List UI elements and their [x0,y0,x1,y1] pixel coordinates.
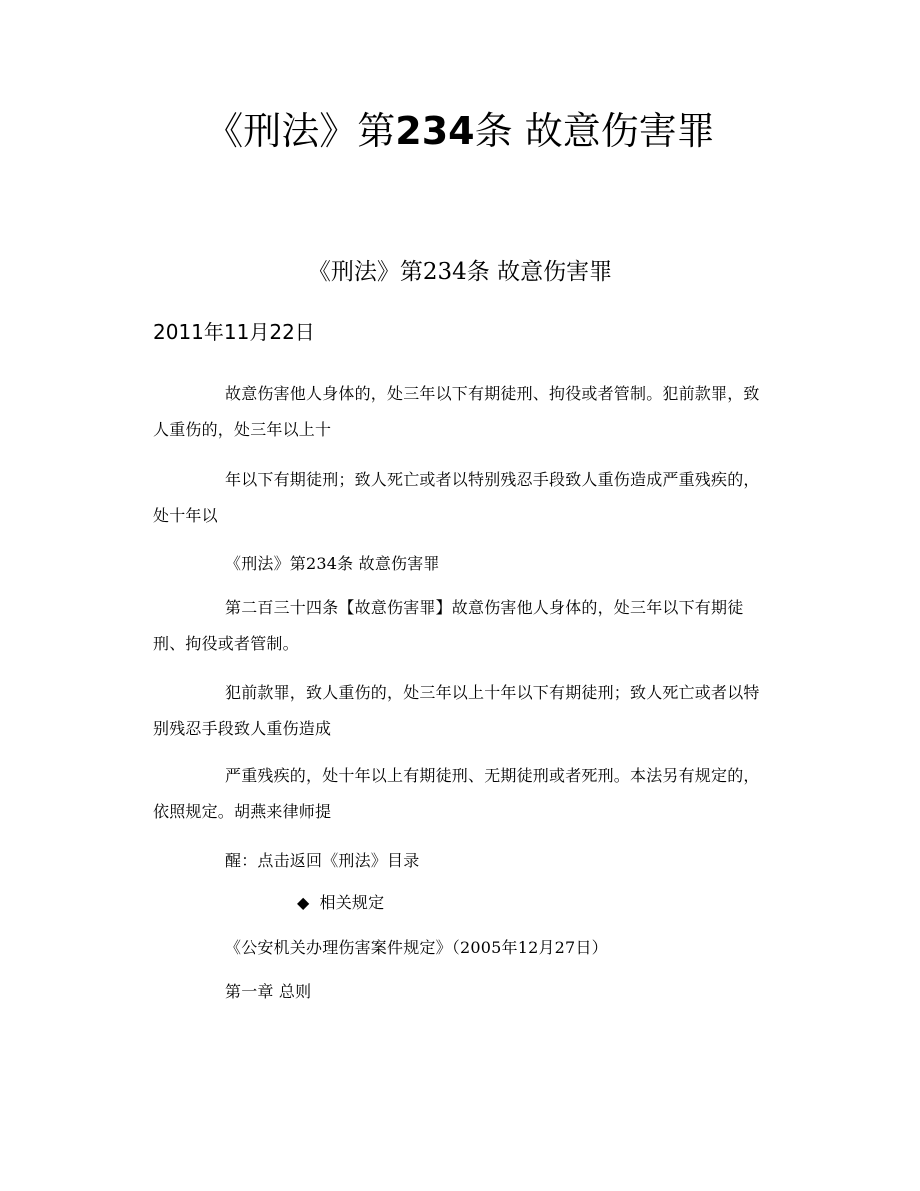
related-heading-label: 相关规定 [319,893,385,912]
paragraph-4: 第二百三十四条【故意伤害罪】故意伤害他人身体的，处三年以下有期徒刑、拘役或者管制。 [153,598,744,653]
paragraph-7: 醒：点击返回《刑法》目录 [225,851,420,870]
paragraph-9: 《公安机关办理伤害案件规定》（2005年12月27日） [225,938,608,957]
paragraph-5: 犯前款罪，致人重伤的，处三年以上十年以下有期徒刑；致人死亡或者以特别残忍手段致人重伤造成 [153,683,760,738]
paragraph-10: 第一章 总则 [225,982,312,1001]
diamond-bullet-icon: ◆ [297,893,310,912]
related-heading [153,885,769,921]
publish-date: 2011年11月22日 [153,320,315,344]
paragraph-1: 故意伤害他人身体的，处三年以下有期徒刑、拘役或者管制。犯前款罪，致人重伤的，处三年以上十 [153,384,760,439]
paragraph-6: 严重残疾的，处十年以上有期徒刑、无期徒刑或者死刑。本法另有规定的，依照规定。胡燕来律师提 [153,766,760,821]
sub-title: 《刑法》第234条 故意伤害罪 [307,259,613,285]
main-title [0,104,920,158]
main-title-suffix: 条 故意伤害罪 [474,109,715,153]
main-title-prefix: 《刑法》第 [205,109,396,153]
paragraph-2: 年以下有期徒刑；致人死亡或者以特别残忍手段致人重伤造成严重残疾的，处十年以 [153,470,760,525]
main-title-number: 234 [395,109,475,153]
paragraph-3: 《刑法》第234条 故意伤害罪 [225,554,440,573]
